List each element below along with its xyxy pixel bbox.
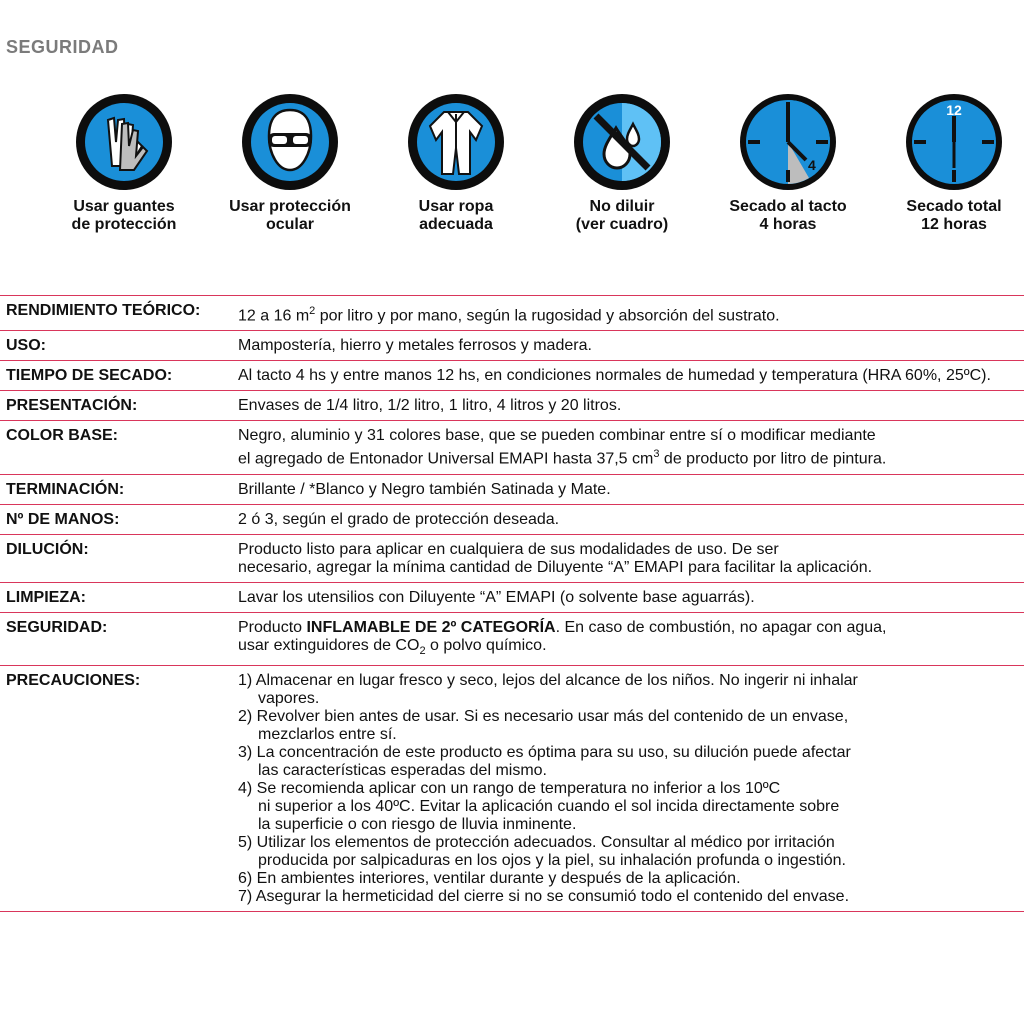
row-secado bbox=[0, 360, 1024, 390]
list-item bbox=[238, 834, 1016, 870]
value-text: de producto por litro de pintura. bbox=[659, 450, 887, 468]
section-title: SEGURIDAD bbox=[6, 37, 119, 57]
row-manos bbox=[0, 504, 1024, 534]
list-item bbox=[238, 888, 1016, 906]
value-bold: INFLAMABLE DE 2º CATEGORÍA bbox=[306, 618, 556, 636]
row-label: Nº DE MANOS: bbox=[6, 510, 120, 528]
item-text: 5) Utilizar los elementos de protección adecuados. Consultar al médico por irritación bbox=[238, 833, 835, 851]
row-presentacion bbox=[0, 390, 1024, 420]
row-value bbox=[238, 427, 1024, 468]
item-text: vapores. bbox=[258, 689, 320, 707]
item-text: 6) En ambientes interiores, ventilar durante y después de la aplicación. bbox=[238, 869, 741, 887]
value-text: el agregado de Entonador Universal EMAPI hasta 37,5 cm bbox=[238, 450, 654, 468]
list-item bbox=[238, 708, 1016, 744]
row-limpieza bbox=[0, 582, 1024, 612]
row-value: Mampostería, hierro y metales ferrosos y madera. bbox=[238, 337, 592, 355]
coverall-icon bbox=[404, 90, 508, 194]
icon-label: adecuada bbox=[419, 216, 493, 233]
row-value bbox=[238, 619, 1024, 660]
row-color-base bbox=[0, 420, 1024, 473]
icon-label: No diluir bbox=[589, 198, 655, 215]
goggles-item bbox=[205, 90, 375, 234]
value-line bbox=[238, 445, 1016, 468]
icon-label: (ver cuadro) bbox=[575, 216, 669, 233]
item-text: 4) Se recomienda aplicar con un rango de temperatura no inferior a los 10ºC bbox=[238, 779, 781, 797]
item-text: mezclarlos entre sí. bbox=[258, 725, 397, 743]
item-text: 2) Revolver bien antes de usar. Si es necesario usar más del contenido de un envase, bbox=[238, 707, 849, 725]
row-uso bbox=[0, 330, 1024, 360]
subscript: 2 bbox=[419, 644, 426, 657]
row-label: LIMPIEZA: bbox=[6, 588, 86, 606]
row-value: Al tacto 4 hs y entre manos 12 hs, en condiciones normales de humedad y temperatura (HRA 60%, 25ºC). bbox=[238, 367, 991, 385]
list-item bbox=[238, 744, 1016, 780]
row-value: Lavar los utensilios con Diluyente “A” EMAPI (o solvente base aguarrás). bbox=[238, 588, 755, 606]
row-label: SEGURIDAD: bbox=[6, 618, 108, 636]
row-value: Brillante / *Blanco y Negro también Satinada y Mate. bbox=[238, 480, 611, 498]
item-text: ni superior a los 40ºC. Evitar la aplicación cuando el sol incida directamente sobre bbox=[258, 797, 840, 815]
value-text: usar extinguidores de CO bbox=[238, 636, 420, 654]
clock-4-label: 4 bbox=[808, 157, 816, 173]
row-value: 2 ó 3, según el grado de protección deseada. bbox=[238, 510, 560, 528]
safety-icons-row bbox=[0, 90, 1024, 240]
icon-label: Usar protección bbox=[229, 198, 351, 215]
item-text: 7) Asegurar la hermeticidad del cierre si no se consumió todo el contenido del envase. bbox=[238, 887, 850, 905]
superscript: 3 bbox=[653, 448, 660, 461]
icon-label: de protección bbox=[71, 216, 177, 233]
gloves-icon bbox=[72, 90, 176, 194]
row-value bbox=[238, 302, 1024, 325]
value-line: necesario, agregar la mínima cantidad de Diluyente “A” EMAPI para facilitar la aplicación. bbox=[238, 558, 873, 576]
icon-label: 12 horas bbox=[921, 216, 987, 233]
row-terminacion bbox=[0, 474, 1024, 504]
icon-label: Usar ropa bbox=[418, 198, 494, 215]
list-item bbox=[238, 780, 1016, 834]
row-dilucion bbox=[0, 534, 1024, 582]
list-item bbox=[238, 870, 1016, 888]
row-label: USO: bbox=[6, 337, 46, 355]
value-text: Producto bbox=[238, 618, 307, 636]
row-label: TERMINACIÓN: bbox=[6, 480, 125, 498]
no-dilute-item bbox=[537, 90, 707, 234]
item-text: 3) La concentración de este producto es óptima para su uso, su dilución puede afectar bbox=[238, 743, 851, 761]
clock-4-icon bbox=[736, 90, 840, 194]
item-text: producida por salpicaduras en los ojos y la piel, su inhalación profunda o ingestión. bbox=[258, 851, 846, 869]
coverall-item bbox=[371, 90, 541, 234]
row-label: TIEMPO DE SECADO: bbox=[6, 367, 173, 385]
value-text: por litro y por mano, según la rugosidad y absorción del sustrato. bbox=[315, 307, 780, 325]
item-text: la superficie o con riesgo de lluvia inminente. bbox=[258, 815, 577, 833]
superscript: 2 bbox=[309, 305, 316, 317]
icon-label: 4 horas bbox=[759, 216, 817, 233]
precautions-list bbox=[238, 672, 1024, 906]
icon-label: Secado total bbox=[906, 198, 1002, 215]
spec-table bbox=[0, 295, 1024, 912]
value-line bbox=[238, 637, 1016, 660]
row-label: COLOR BASE: bbox=[6, 427, 118, 445]
icon-label: Secado al tacto bbox=[729, 198, 847, 215]
row-value: Envases de 1/4 litro, 1/2 litro, 1 litro, 4 litros y 20 litros. bbox=[238, 397, 622, 415]
row-precauciones bbox=[0, 665, 1024, 912]
gloves-item bbox=[39, 90, 209, 234]
row-seguridad bbox=[0, 612, 1024, 665]
icon-label: ocular bbox=[265, 216, 314, 233]
row-value bbox=[238, 541, 1024, 577]
list-item bbox=[238, 672, 1016, 708]
row-label: DILUCIÓN: bbox=[6, 540, 89, 558]
row-label: PRESENTACIÓN: bbox=[6, 397, 138, 415]
value-text: . En caso de combustión, no apagar con agua, bbox=[555, 618, 887, 636]
row-label: PRECAUCIONES: bbox=[6, 671, 141, 689]
no-dilute-icon bbox=[570, 90, 674, 194]
value-line: Producto listo para aplicar en cualquiera de sus modalidades de uso. De ser bbox=[238, 540, 779, 558]
value-line: Negro, aluminio y 31 colores base, que se pueden combinar entre sí o modificar mediante bbox=[238, 427, 876, 445]
icon-label: Usar guantes bbox=[73, 198, 175, 215]
value-text: 12 a 16 m bbox=[238, 307, 310, 325]
row-rendimiento bbox=[0, 295, 1024, 330]
clock-12-label: 12 bbox=[946, 102, 962, 118]
item-text: 1) Almacenar en lugar fresco y seco, lejos del alcance de los niños. No ingerir ni inhalar bbox=[238, 671, 858, 689]
clock-12-item bbox=[869, 90, 1024, 234]
item-text: las características esperadas del mismo. bbox=[258, 761, 547, 779]
clock-12-icon bbox=[902, 90, 1006, 194]
row-label: RENDIMIENTO TEÓRICO: bbox=[6, 302, 201, 319]
value-text: o polvo químico. bbox=[425, 636, 547, 654]
goggles-icon bbox=[238, 90, 342, 194]
value-line bbox=[238, 619, 1016, 637]
clock-4-item bbox=[703, 90, 873, 234]
